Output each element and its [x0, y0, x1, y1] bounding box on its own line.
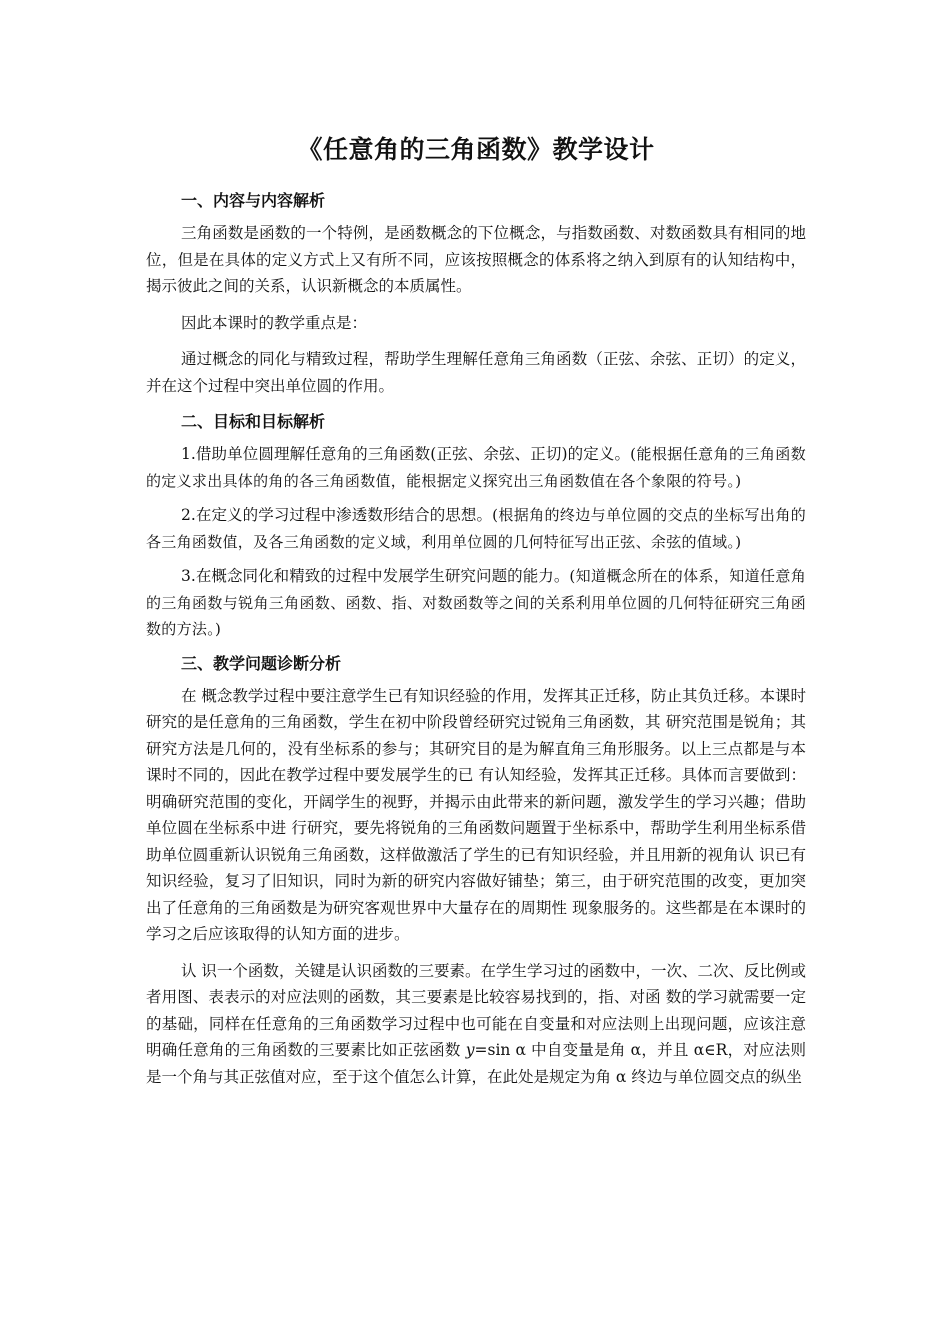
section-goals: [146, 409, 806, 643]
goal-item: [146, 441, 806, 494]
paragraph: [146, 958, 806, 1091]
paragraph: 在 概念教学过程中要注意学生已有知识经验的作用，发挥其正迁移，防止其负迁移。本课时研究的是任意角的三角函数，学生在初中阶段曾经研究过锐角三角函数，其 研究范围是锐角；其研究方法是几何的，没有坐标系的参与；其研究目的是为解直角三角形服务。以上三点都是与本课时不同的，因此在教学过程中要发展学生的已 有认知经验，发挥其正迁移。具体而言要做到：明确研究范围的变化，开阔学生的视野，并揭示由此带来的新问题，激发学生的学习兴趣；借助单位圆在坐标系中进 行研究，要先将锐角的三角函数问题置于坐标系中，帮助学生利用坐标系借助单位圆重新认识锐角三角函数，这样做激活了学生的已有知识经验，并且用新的视角认 识已有知识经验，复习了旧知识，同时为新的研究内容做好铺垫；第三，由于研究范围的改变，更加突出了任意角的三角函数是为研究客观世界中大量存在的周期性 现象服务的。这些都是在本课时的学习之后应该取得的认知方面的进步。: [146, 686, 806, 943]
paragraph: 因此本课时的教学重点是：: [181, 313, 368, 332]
goal-note: (知道概念所在的体系，知道任意角的三角函数与锐角三角函数、函数、指、对数函数等之间的关系利用单位圆的几何特征研究三角函数的方法。): [146, 567, 806, 638]
paragraph: 三角函数是函数的一个特例，是函数概念的下位概念，与指数函数、对数函数具有相同的地位，但是在具体的定义方式上又有所不同，应该按照概念的体系将之纳入到原有的认知结构中，揭示彼此之间的关系，认识新概念的本质属性。: [146, 224, 806, 295]
math-variable: y: [465, 1041, 475, 1059]
goal-note: (能根据任意角的三角函数的定义求出具体的角的各三角函数值，能根据定义探究出三角函数值在各个象限的符号。): [146, 445, 807, 490]
section-heading: 一、内容与内容解析: [181, 191, 326, 210]
section-content-analysis: [146, 188, 806, 399]
document-title: 《任意角的三角函数》教学设计: [297, 135, 655, 164]
goal-text: 3.在概念同化和精致的过程中发展学生研究问题的能力。: [181, 567, 570, 585]
goal-item: [146, 502, 806, 555]
paragraph-text: 比如正弦函数: [366, 1041, 466, 1059]
document-body: [146, 130, 806, 1100]
paragraph: 通过概念的同化与精致过程，帮助学生理解任意角三角函数（正弦、余弦、正切）的定义，并在这个过程中突出单位圆的作用。: [146, 350, 806, 395]
section-heading: 二、目标和目标解析: [181, 412, 326, 431]
section-diagnosis: [146, 651, 806, 1091]
paragraph-text: 认 识一个函数，关键是认识函数的三要素。在学生学习过的函数中，一次、二次、反比例或者用图、表表示的对应法则的函数，其三要素是比较容易找到的，指、对函 数的学习就需要一定的基础，同样在任意角的三角函数学习过程中也可能在自变量和对应法则上出现问题，应该注意明确任意角的三角函数的三要素: [146, 961, 806, 1059]
goal-text: 2.在定义的学习过程中渗透数形结合的思想。: [181, 506, 493, 524]
goal-text: 1.借助单位圆理解任意角的三角函数(正弦、余弦、正切)的定义。: [181, 445, 631, 463]
paragraph-text: =sin α 中自变量是角 α，并且 α∈R，对应法则是一个角与其正弦值对应，至于这个值怎么计算，在此处是规定为角 α 终边与单位圆交点的纵坐: [146, 1041, 806, 1086]
goal-note: (根据角的终边与单位圆的交点的坐标写出角的各三角函数值，及各三角函数的定义域，利用单位圆的几何特征写出正弦、余弦的值域。): [146, 506, 807, 551]
section-heading: 三、教学问题诊断分析: [181, 653, 342, 673]
goal-item: [146, 563, 806, 643]
